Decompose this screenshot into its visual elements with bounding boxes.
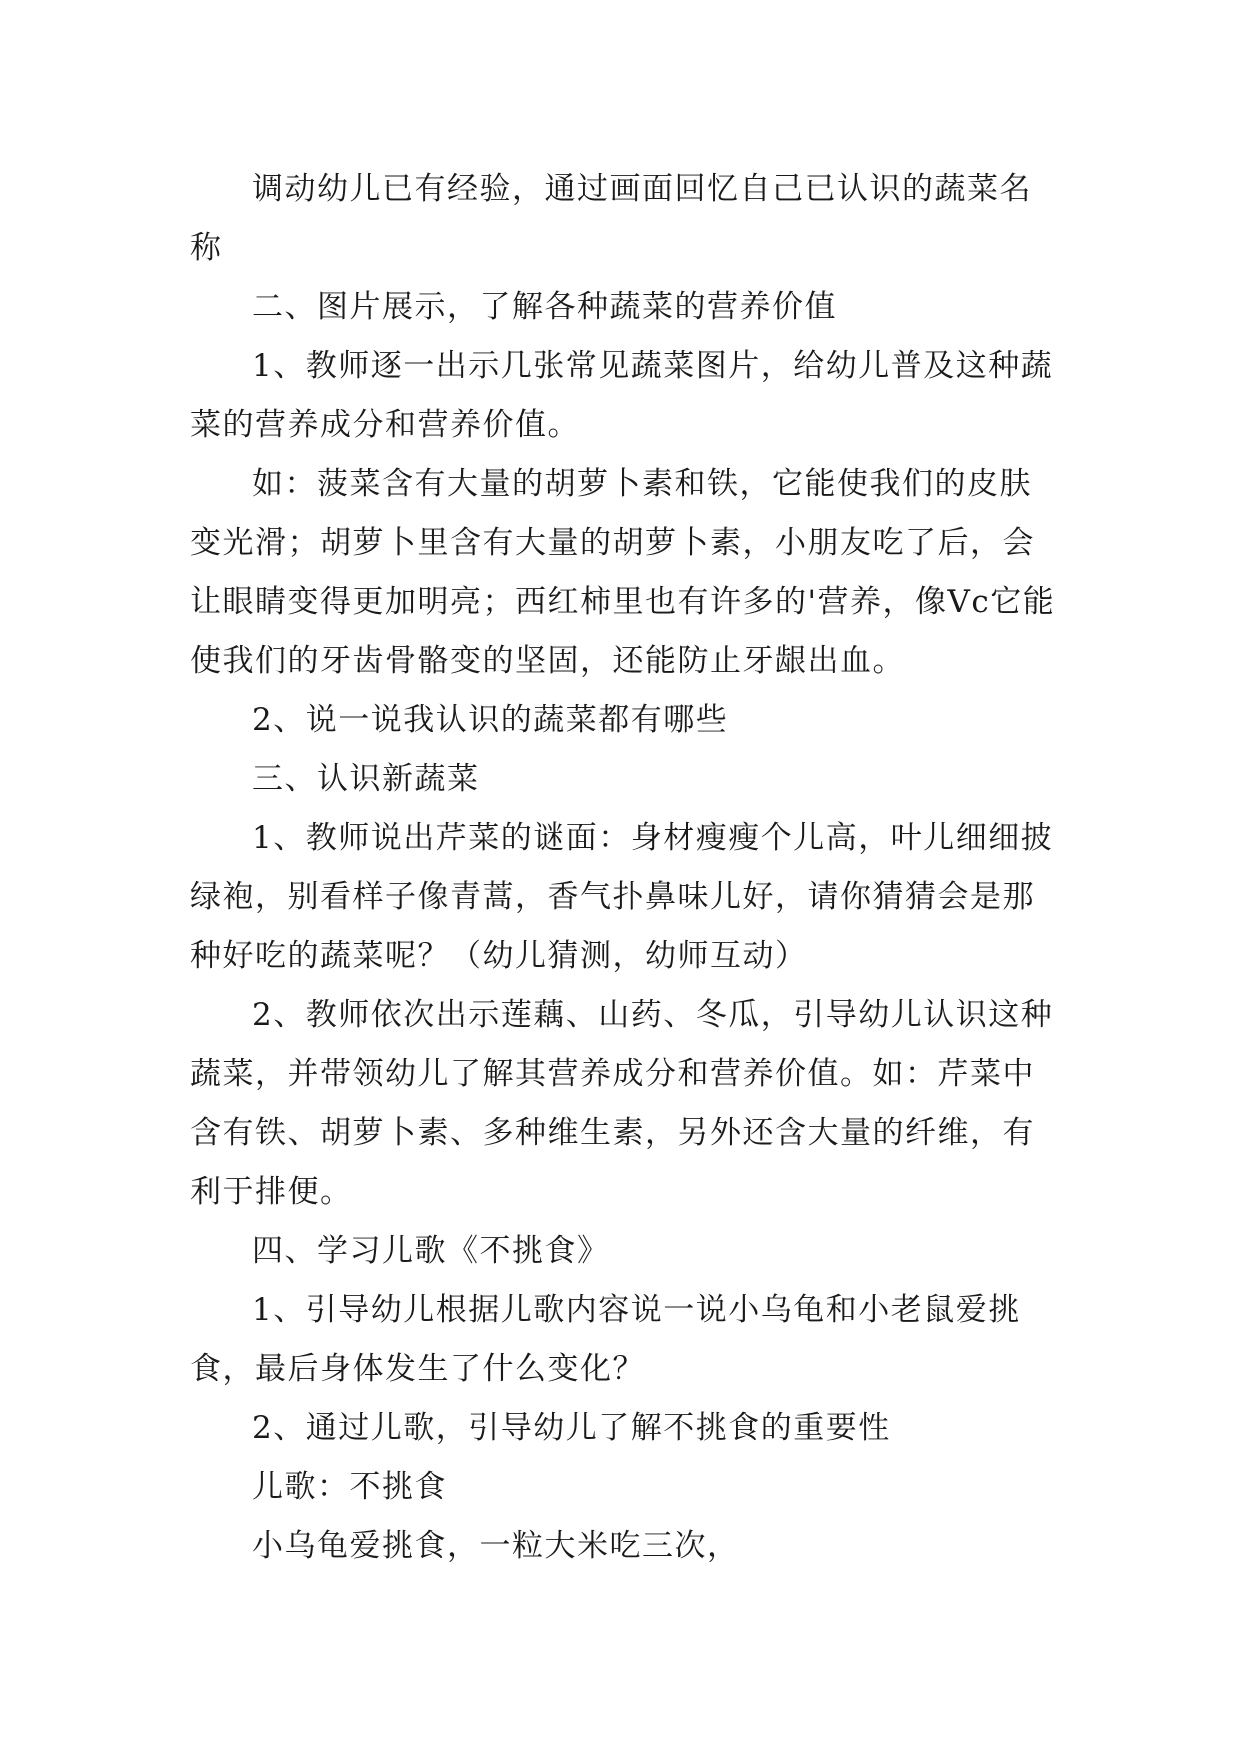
section-heading-4: 四、学习儿歌《不挑食》 [252, 1233, 610, 1269]
section-heading-3: 三、认识新蔬菜 [252, 761, 480, 797]
song-title: 儿歌：不挑食 [252, 1469, 447, 1505]
paragraph-step-2-2: 2、说一说我认识的蔬菜都有哪些 [252, 702, 729, 738]
document-body [190, 160, 1060, 1576]
paragraph-step-4-2: 2、通过儿歌，引导幼儿了解不挑食的重要性 [252, 1410, 891, 1446]
section-heading-2: 二、图片展示，了解各种蔬菜的营养价值 [252, 289, 837, 325]
song-line-1: 小乌龟爱挑食，一粒大米吃三次， [252, 1528, 740, 1564]
paragraph-example: 如：菠菜含有大量的胡萝卜素和铁，它能使我们的皮肤变光滑；胡萝卜里含有大量的胡萝卜素，小朋友吃了后，会让眼睛变得更加明亮；西红柿里也有许多的'营养，像Vc它能使我们的牙齿骨骼变的坚固，还能防止牙龈出血。 [190, 466, 1056, 679]
paragraph-step-3-2: 2、教师依次出示莲藕、山药、冬瓜，引导幼儿认识这种蔬菜，并带领幼儿了解其营养成分和营养价值。如：芹菜中含有铁、胡萝卜素、多种维生素，另外还含大量的纤维，有利于排便。 [190, 997, 1054, 1210]
paragraph-intro: 调动幼儿已有经验，通过画面回忆自己已认识的蔬菜名称 [190, 171, 1032, 266]
paragraph-step-4-1: 1、引导幼儿根据儿歌内容说一说小乌龟和小老鼠爱挑食，最后身体发生了什么变化？ [190, 1292, 1021, 1387]
paragraph-step-2-1: 1、教师逐一出示几张常见蔬菜图片，给幼儿普及这种蔬菜的营养成分和营养价值。 [190, 348, 1054, 443]
paragraph-step-3-1: 1、教师说出芹菜的谜面：身材瘦瘦个儿高，叶儿细细披绿袍，别看样子像青蒿，香气扑鼻味儿好，请你猜猜会是那种好吃的蔬菜呢？（幼儿猜测，幼师互动） [190, 820, 1054, 974]
